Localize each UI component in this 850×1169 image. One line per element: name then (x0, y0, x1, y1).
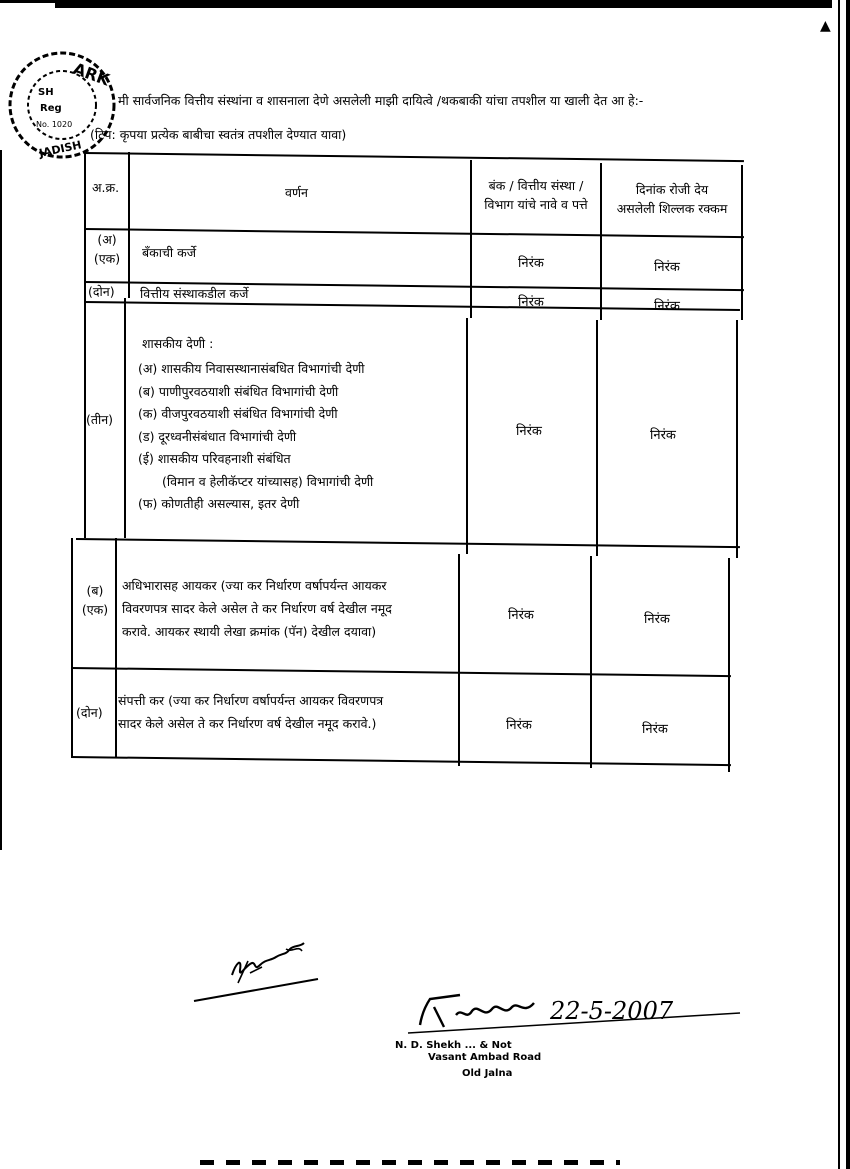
stamp-arc-text: ARK (70, 58, 113, 90)
scan-edge-bottom (200, 1160, 620, 1165)
table-line (128, 152, 130, 298)
row-5-amount: निरंक (642, 722, 668, 737)
row-3-serial: (तीन) (86, 412, 114, 427)
stamp-line-1: SH (38, 87, 54, 98)
row-3-item: (अ) शासकीय निवासस्थानासंबधित विभागांची देणी (138, 361, 365, 376)
row-3-item: (ड) दूरध्वनीसंबंधात विभागांची देणी (138, 428, 297, 444)
row-1-serial-line-2: (एक) (93, 251, 121, 267)
table-line (115, 538, 117, 758)
table-line (596, 320, 598, 556)
handwritten-signature-right (400, 985, 760, 1035)
signature-date: 22-5-2007 (550, 997, 674, 1025)
table-line (590, 556, 592, 768)
row-2-amount: निरंक (654, 299, 680, 314)
table-line (458, 554, 460, 766)
header-amount-line-1: दिनांक रोजी देय (635, 182, 709, 197)
row-2-institution: निरंक (518, 295, 544, 310)
row-3-item: (विमान व हेलीकॅप्टर यांच्यासह) विभागांची देणी (162, 473, 374, 489)
stamp-line-3: No. 1020 (36, 120, 73, 129)
table-line (728, 558, 730, 772)
row-2-description: वित्तीय संस्थाकडील कर्जे (140, 286, 249, 301)
header-institution (472, 176, 600, 215)
row-1-institution: निरंक (518, 256, 544, 271)
header-description: वर्णन (285, 185, 308, 200)
row-4-serial-line-1: (ब) (86, 583, 104, 598)
row-4-line: विवरणपत्र सादर केले असेल ते कर निर्धारण वर्ष देखील नमूद (122, 601, 392, 616)
row-4-institution: निरंक (508, 608, 534, 623)
table-line (466, 318, 468, 554)
notary-stamp (0, 35, 120, 165)
table-line (76, 538, 740, 548)
row-5-line: संपत्ती कर (ज्या कर निर्धारण वर्षापर्यन्त आयकर विवरणपत्र (118, 693, 384, 708)
row-5-line: सादर केले असेल ते कर निर्धारण वर्ष देखील नमूद करावे.) (118, 716, 377, 731)
table-line (84, 152, 744, 162)
row-1-description: बँकाची कर्जे (142, 245, 196, 260)
row-4-serial-line-2: (एक) (81, 602, 109, 618)
row-3-institution: निरंक (516, 424, 542, 439)
table-line (124, 298, 126, 538)
row-1-serial (86, 230, 128, 269)
header-amount-line-2: असलेली शिल्लक रक्कम (616, 201, 728, 217)
header-amount (601, 180, 743, 219)
row-4-line: अधिभारासह आयकर (ज्या कर निर्धारण वर्षापर्यन्त आयकर (122, 578, 387, 593)
signature-address-2: Old Jalna (462, 1068, 513, 1079)
scan-edge-right (832, 0, 850, 1169)
row-3-item: (ई) शासकीय परिवहनाशी संबंधित (138, 451, 291, 466)
handwritten-signature-left (190, 935, 320, 1010)
row-5-serial: (दोन) (76, 705, 103, 720)
row-4-description (122, 574, 392, 643)
row-5-institution: निरंक (506, 718, 532, 733)
header-institution-line-1: बंक / वित्तीय संस्था / (488, 178, 584, 193)
signature-address-1: Vasant Ambad Road (428, 1052, 542, 1063)
header-serial: अ.क्र. (92, 180, 120, 195)
stamp-line-2: Reg (40, 103, 62, 114)
table-line (736, 320, 738, 558)
table-line (84, 152, 86, 298)
row-4-serial (74, 581, 116, 620)
row-3-description-title: शासकीय देणी : (142, 336, 214, 351)
table-line (84, 228, 744, 238)
row-1-amount: निरंक (654, 260, 680, 275)
row-2-serial: (दोन) (88, 284, 115, 299)
scan-edge-left (0, 150, 2, 850)
corner-mark: ▲ (820, 18, 831, 34)
row-3-item: (ब) पाणीपुरवठयाशी संबंधित विभागांची देणी (138, 383, 339, 399)
scan-edge-top (55, 0, 850, 8)
row-3-amount: निरंक (650, 428, 676, 443)
row-3-item: (फ) कोणतीही असल्यास, इतर देणी (138, 496, 300, 511)
table-line (71, 538, 73, 758)
row-3-items (138, 358, 373, 516)
intro-text: मी सार्वजनिक वित्तीय संस्थांना व शासनाला देणे असलेली माझी दायित्वे /थकबाकी यांचा तपशील या खाली देत आ हे:- (118, 93, 644, 108)
row-3-item: (क) वीजपुरवठयाशी संबंधित विभागांची देणी (138, 406, 338, 421)
table-line (71, 756, 731, 766)
stamp-arc-bottom: JADISH (37, 138, 83, 160)
scan-edge-top-left (0, 0, 60, 3)
row-4-line: करावे. आयकर स्थायी लेखा क्रमांक (पॅन) देखील दयावा) (122, 624, 377, 639)
row-1-serial-line-1: (अ) (97, 232, 117, 247)
note-text: (टिप: कृपया प्रत्येक बाबीचा स्वतंत्र तपशील देण्यात यावा) (90, 127, 347, 142)
row-5-description (118, 689, 383, 735)
row-4-amount: निरंक (644, 612, 670, 627)
header-institution-line-2: विभाग यांचे नावे व पत्ते (484, 197, 588, 213)
table-line (71, 667, 731, 677)
signature-name: N. D. Shekh ... & Not (395, 1040, 512, 1051)
